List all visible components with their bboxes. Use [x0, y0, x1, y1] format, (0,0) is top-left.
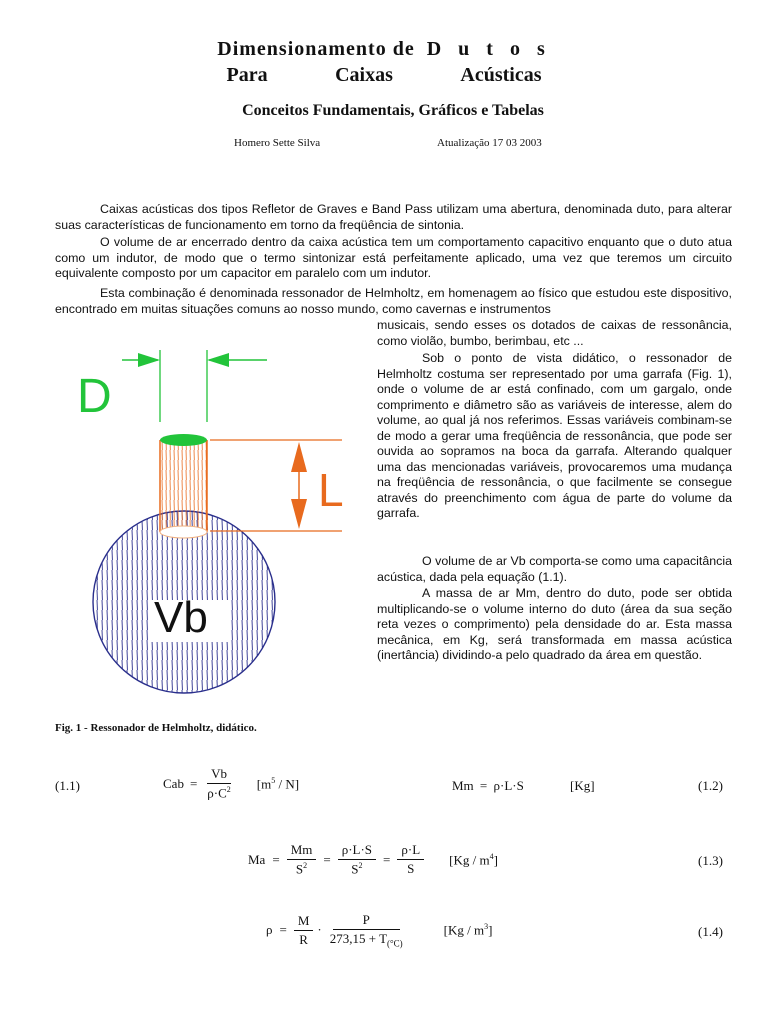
eq1-denominator: ρ·C [207, 785, 227, 801]
equation-1-1 [163, 766, 299, 801]
eq3-lhs: Ma [248, 851, 266, 867]
equation-1-4: ρ = $\frac{M}{R}$ · $\frac{P}{273,15 + T_{(^\circ C)}}$ $[Kg / m^3]$ [266, 912, 493, 949]
paragraph-6: A massa de ar Mm, dentro do duto, pode ser obtida multiplicando-se o volume interno do duto (área da sua seção reta vezes o comprimento) pela densidade do ar. Esta massa mecânica, em Kg, será transformada em massa acústica (inertância) dividindo-a pelo quadrado da área em questão. [377, 586, 732, 662]
title-word-3: Acústicas [460, 64, 542, 86]
eq-number-1-2: (1.2) [698, 778, 723, 793]
neck-bottom-opening [160, 526, 207, 538]
eq3-f3-numerator: ρ·L [397, 842, 424, 860]
eq3-f2-numerator: ρ·L·S [338, 842, 376, 860]
eq1-fraction [203, 766, 235, 801]
eq2-expression: Mm = ρ·L·S [452, 778, 524, 793]
helmholtz-resonator-figure [60, 330, 360, 700]
l-arrow-down-head [291, 499, 307, 529]
eq4-f1-denominator: R [299, 931, 308, 947]
eq4-fraction-1 [294, 913, 314, 948]
eq4-lhs: ρ [266, 922, 273, 938]
eq-number-1-3: (1.3) [698, 853, 723, 868]
eq3-unit: [Kg / m [449, 851, 490, 867]
eq-number-1-4: (1.4) [698, 924, 723, 939]
d-arrow-right-head [207, 353, 229, 367]
label-l: L [318, 464, 344, 516]
eq1-numerator: Vb [207, 766, 231, 784]
eq4-unit: [Kg / m [443, 922, 485, 938]
paragraph-3-continued: musicais, sendo esses os dotados de caixas de ressonância, como violão, bumbo, berimbau, etc ... [377, 318, 732, 348]
l-arrow-up-head [291, 442, 307, 472]
eq3-f1-numerator: Mm [287, 842, 317, 860]
eq4-f1-numerator: M [294, 913, 314, 931]
title-line1-a: Dimensionamento de [217, 38, 415, 60]
label-vb: Vb [154, 593, 208, 642]
eq1-unit: [m [256, 775, 272, 791]
title-word-1: Para [226, 64, 268, 86]
d-arrow-left-head [138, 353, 160, 367]
title-word-2: Caixas [335, 64, 393, 86]
equation-1-3 [248, 842, 498, 877]
eq3-fraction-2 [338, 842, 376, 877]
neck-top-opening [160, 434, 207, 446]
eq3-f3-denominator: S [407, 861, 415, 877]
eq4-fraction-2 [326, 912, 407, 949]
eq3-equals-1: = [272, 851, 280, 867]
eq3-unit-end: ] [493, 851, 498, 867]
eq3-f1-denominator: S [295, 861, 304, 877]
eq4-unit-end: ] [488, 922, 493, 938]
paragraph-4: Sob o ponto de vista didático, o ressonador de Helmholtz costuma ser representado por uma garrafa (Fig. 1), onde o volume de ar está confinado, com um gargalo, onde comprimento e diâmetro são as variáveis de interesse, alem do volume, ao qual já nos referimos. Essas variáveis combinam-se de modo a gerar uma freqüência de ressonância, que pode ser ouvida ao sopramos na boca da garrafa. Alterando qualquer uma das mencionadas variáveis, provocaremos uma mudança na freqüência de ressonância, o que facilmente se consegue através do preenchimento com água de parte do volume da garrafa. [377, 351, 732, 520]
paragraph-2: O volume de ar encerrado dentro da caixa acústica tem um comportamento capacitivo enquanto que o duto atua como um indutor, de modo que o termo sintonizar está perfeitamente aplicado, uma vez que teremos um circuito equivalente composto por um capacitor em paralelo com um indutor. [55, 235, 732, 280]
eq3-unit-exp: 4 [489, 851, 494, 861]
eq4-f2-denominator: 273,15 + T [329, 931, 388, 946]
eq1-unit-exp: 5 [271, 775, 276, 785]
label-d: D [77, 370, 112, 423]
eq4-unit-exp: 3 [484, 922, 489, 932]
paragraph-5: O volume de ar Vb comporta-se como uma capacitância acústica, dada pela equação (1.1). [377, 554, 732, 584]
eq1-lhs: Cab [163, 775, 184, 791]
eq4-equals: = [279, 922, 287, 938]
eq3-equals-2: = [323, 851, 331, 867]
document-subtitle: Conceitos Fundamentais, Gráficos e Tabelas [242, 102, 544, 119]
eq-number-1-1: (1.1) [55, 778, 80, 793]
eq1-unit-end: / N] [275, 775, 300, 791]
eq3-fraction-1 [287, 842, 317, 877]
eq3-f1-exp: 2 [303, 861, 308, 870]
eq3-equals-3: = [383, 851, 391, 867]
eq3-fraction-3 [397, 842, 424, 877]
eq4-f2-numerator: P [333, 912, 400, 930]
title-line1-b: D u t o s [426, 38, 551, 60]
paragraph-1: Caixas acústicas dos tipos Refletor de Graves e Band Pass utilizam uma abertura, denominada duto, para alterar suas características de funcionamento em torno da freqüência de sintonia. [55, 202, 732, 232]
paragraph-3: Esta combinação é denominada ressonador de Helmholtz, em homenagem ao físico que estudou este dispositivo, encontrado em muitas situações comuns ao nosso mundo, como cavernas e instrumentos [55, 286, 732, 316]
eq3-f2-denominator: S [351, 861, 359, 877]
neck-hatch [160, 440, 207, 532]
eq1-equals: = [189, 775, 198, 791]
eq2-unit: [Kg] [570, 778, 595, 793]
update-date: Atualização 17 03 2003 [437, 137, 542, 149]
author: Homero Sette Silva [234, 137, 321, 149]
eq1-denominator-exp: 2 [226, 785, 231, 794]
document-title [0, 36, 768, 88]
eq3-f2-exp: 2 [358, 861, 363, 870]
figure-caption: Fig. 1 - Ressonador de Helmholtz, didático. [55, 722, 257, 734]
eq4-f2-subscript: (°C) [387, 938, 403, 949]
